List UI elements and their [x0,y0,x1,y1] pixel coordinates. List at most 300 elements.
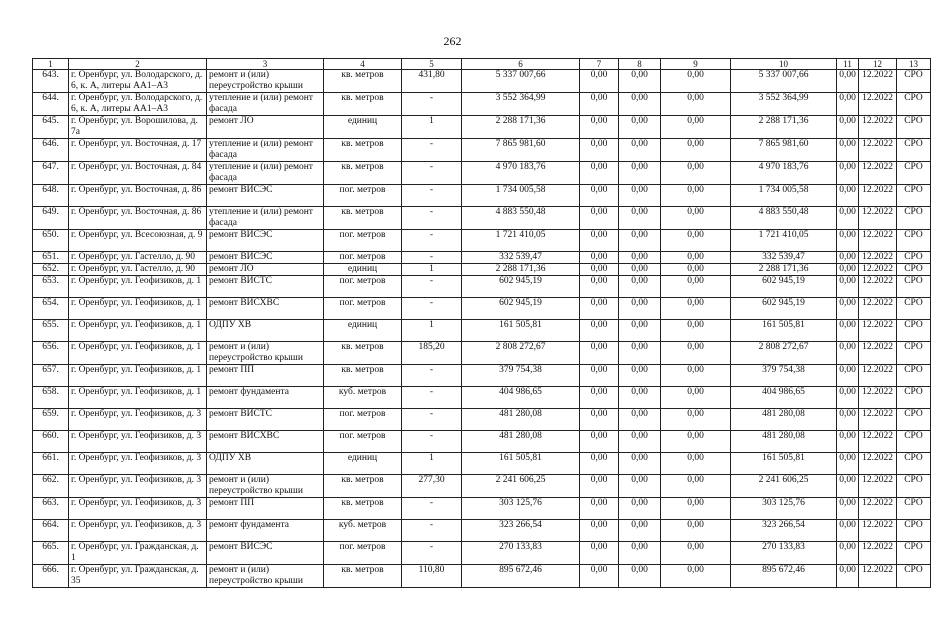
work-type-cell: ремонт ВИСЭС [207,542,324,565]
deadline-cell: 12.2022 [859,342,897,365]
table-row [33,264,931,276]
deadline-cell: 12.2022 [859,264,897,276]
deadline-cell: 12.2022 [859,387,897,409]
fund-cell-9: 0,00 [661,264,731,276]
method-cell: СРО [897,185,931,207]
table-row [33,431,931,453]
total-cost-cell: 481 280,08 [462,409,580,431]
table-row [33,70,931,93]
work-type-cell: ремонт ЛО [207,264,324,276]
unit-cell: пог. метров [324,542,402,565]
address-cell: г. Оренбург, ул. Гражданская, д. 35 [69,565,207,588]
table-row [33,409,931,431]
method-cell: СРО [897,453,931,475]
address-cell: г. Оренбург, ул. Володарского, д. 6, к. А, литеры АА1–А3 [69,70,207,93]
address-cell: г. Оренбург, ул. Геофизиков, д. 1 [69,342,207,365]
fund-cell-9: 0,00 [661,70,731,93]
capital-fund-cell: 1 734 005,58 [731,185,837,207]
quantity-cell: - [402,185,462,207]
fund-cell-9: 0,00 [661,93,731,116]
capital-repair-table [32,58,931,588]
fund-cell-7: 0,00 [580,409,619,431]
row-number: 643. [33,70,69,93]
table-row [33,475,931,498]
total-cost-cell: 2 808 272,67 [462,342,580,365]
work-type-cell: ремонт и (или) переустройство крыши [207,342,324,365]
work-type-cell: ремонт ВИСХВС [207,431,324,453]
fund-cell-11: 0,00 [837,264,859,276]
unit-cell: пог. метров [324,298,402,320]
fund-cell-7: 0,00 [580,565,619,588]
address-cell: г. Оренбург, ул. Геофизиков, д. 3 [69,431,207,453]
quantity-cell: - [402,207,462,230]
column-header-11: 11 [837,59,859,70]
method-cell: СРО [897,387,931,409]
fund-cell-9: 0,00 [661,342,731,365]
fund-cell-11: 0,00 [837,431,859,453]
fund-cell-8: 0,00 [619,139,661,162]
fund-cell-8: 0,00 [619,409,661,431]
capital-fund-cell: 1 721 410,05 [731,230,837,252]
fund-cell-7: 0,00 [580,230,619,252]
quantity-cell: - [402,387,462,409]
quantity-cell: 1 [402,264,462,276]
unit-cell: единиц [324,453,402,475]
fund-cell-11: 0,00 [837,252,859,264]
capital-fund-cell: 323 266,54 [731,520,837,542]
capital-fund-cell: 2 808 272,67 [731,342,837,365]
table-row [33,207,931,230]
unit-cell: кв. метров [324,162,402,185]
unit-cell: кв. метров [324,93,402,116]
fund-cell-7: 0,00 [580,342,619,365]
total-cost-cell: 404 986,65 [462,387,580,409]
fund-cell-7: 0,00 [580,475,619,498]
fund-cell-11: 0,00 [837,475,859,498]
fund-cell-9: 0,00 [661,320,731,342]
work-type-cell: утепление и (или) ремонт фасада [207,93,324,116]
unit-cell: кв. метров [324,498,402,520]
fund-cell-9: 0,00 [661,542,731,565]
quantity-cell: 1 [402,320,462,342]
row-number: 649. [33,207,69,230]
fund-cell-8: 0,00 [619,298,661,320]
work-type-cell: ОДПУ ХВ [207,320,324,342]
quantity-cell: - [402,520,462,542]
total-cost-cell: 303 125,76 [462,498,580,520]
fund-cell-8: 0,00 [619,93,661,116]
column-header-3: 3 [207,59,324,70]
fund-cell-8: 0,00 [619,387,661,409]
fund-cell-9: 0,00 [661,520,731,542]
address-cell: г. Оренбург, ул. Восточная, д. 86 [69,207,207,230]
unit-cell: пог. метров [324,252,402,264]
address-cell: г. Оренбург, ул. Восточная, д. 86 [69,185,207,207]
fund-cell-7: 0,00 [580,162,619,185]
unit-cell: пог. метров [324,409,402,431]
method-cell: СРО [897,542,931,565]
address-cell: г. Оренбург, ул. Геофизиков, д. 3 [69,453,207,475]
fund-cell-9: 0,00 [661,276,731,298]
quantity-cell: - [402,276,462,298]
method-cell: СРО [897,276,931,298]
table-row [33,185,931,207]
address-cell: г. Оренбург, ул. Геофизиков, д. 1 [69,298,207,320]
method-cell: СРО [897,565,931,588]
quantity-cell: - [402,230,462,252]
fund-cell-7: 0,00 [580,365,619,387]
table-row [33,520,931,542]
capital-fund-cell: 895 672,46 [731,565,837,588]
column-header-9: 9 [661,59,731,70]
address-cell: г. Оренбург, ул. Геофизиков, д. 3 [69,520,207,542]
row-number: 664. [33,520,69,542]
method-cell: СРО [897,298,931,320]
fund-cell-11: 0,00 [837,453,859,475]
address-cell: г. Оренбург, ул. Гражданская, д. 1 [69,542,207,565]
row-number: 647. [33,162,69,185]
work-type-cell: ремонт ВИСТС [207,276,324,298]
total-cost-cell: 4 970 183,76 [462,162,580,185]
row-number: 661. [33,453,69,475]
row-number: 644. [33,93,69,116]
row-number: 654. [33,298,69,320]
address-cell: г. Оренбург, ул. Володарского, д. 6, к. А, литеры АА1–А3 [69,93,207,116]
fund-cell-11: 0,00 [837,298,859,320]
deadline-cell: 12.2022 [859,298,897,320]
fund-cell-8: 0,00 [619,230,661,252]
unit-cell: кв. метров [324,565,402,588]
table-row [33,139,931,162]
fund-cell-9: 0,00 [661,252,731,264]
fund-cell-9: 0,00 [661,475,731,498]
address-cell: г. Оренбург, ул. Ворошилова, д. 7а [69,116,207,139]
fund-cell-11: 0,00 [837,139,859,162]
fund-cell-9: 0,00 [661,230,731,252]
deadline-cell: 12.2022 [859,542,897,565]
quantity-cell: - [402,365,462,387]
method-cell: СРО [897,139,931,162]
fund-cell-7: 0,00 [580,93,619,116]
work-type-cell: утепление и (или) ремонт фасада [207,207,324,230]
fund-cell-9: 0,00 [661,298,731,320]
quantity-cell: - [402,252,462,264]
deadline-cell: 12.2022 [859,116,897,139]
total-cost-cell: 3 552 364,99 [462,93,580,116]
address-cell: г. Оренбург, ул. Геофизиков, д. 3 [69,409,207,431]
fund-cell-8: 0,00 [619,207,661,230]
fund-cell-9: 0,00 [661,207,731,230]
deadline-cell: 12.2022 [859,207,897,230]
fund-cell-7: 0,00 [580,116,619,139]
capital-fund-cell: 270 133,83 [731,542,837,565]
column-number-row [33,59,931,70]
work-type-cell: ремонт и (или) переустройство крыши [207,565,324,588]
row-number: 650. [33,230,69,252]
fund-cell-9: 0,00 [661,387,731,409]
fund-cell-7: 0,00 [580,252,619,264]
fund-cell-11: 0,00 [837,342,859,365]
quantity-cell: - [402,542,462,565]
unit-cell: пог. метров [324,230,402,252]
work-type-cell: ремонт и (или) переустройство крыши [207,475,324,498]
table-row [33,230,931,252]
table-row [33,276,931,298]
unit-cell: кв. метров [324,342,402,365]
fund-cell-7: 0,00 [580,298,619,320]
column-header-1: 1 [33,59,69,70]
capital-fund-cell: 2 288 171,36 [731,116,837,139]
method-cell: СРО [897,207,931,230]
row-number: 666. [33,565,69,588]
capital-fund-cell: 161 505,81 [731,453,837,475]
capital-fund-cell: 303 125,76 [731,498,837,520]
address-cell: г. Оренбург, ул. Геофизиков, д. 1 [69,276,207,298]
unit-cell: кв. метров [324,70,402,93]
total-cost-cell: 323 266,54 [462,520,580,542]
total-cost-cell: 602 945,19 [462,298,580,320]
table-row [33,342,931,365]
deadline-cell: 12.2022 [859,276,897,298]
fund-cell-7: 0,00 [580,542,619,565]
total-cost-cell: 2 241 606,25 [462,475,580,498]
deadline-cell: 12.2022 [859,70,897,93]
work-type-cell: ремонт ПП [207,365,324,387]
table-row [33,298,931,320]
deadline-cell: 12.2022 [859,520,897,542]
work-type-cell: утепление и (или) ремонт фасада [207,139,324,162]
capital-fund-cell: 379 754,38 [731,365,837,387]
total-cost-cell: 481 280,08 [462,431,580,453]
address-cell: г. Оренбург, ул. Восточная, д. 84 [69,162,207,185]
table-row [33,162,931,185]
quantity-cell: 1 [402,453,462,475]
fund-cell-7: 0,00 [580,498,619,520]
fund-cell-11: 0,00 [837,230,859,252]
fund-cell-11: 0,00 [837,409,859,431]
method-cell: СРО [897,116,931,139]
column-header-7: 7 [580,59,619,70]
fund-cell-8: 0,00 [619,70,661,93]
fund-cell-11: 0,00 [837,542,859,565]
fund-cell-7: 0,00 [580,387,619,409]
fund-cell-8: 0,00 [619,475,661,498]
capital-fund-cell: 481 280,08 [731,431,837,453]
row-number: 656. [33,342,69,365]
fund-cell-8: 0,00 [619,252,661,264]
row-number: 662. [33,475,69,498]
capital-fund-cell: 4 883 550,48 [731,207,837,230]
fund-cell-11: 0,00 [837,93,859,116]
column-header-10: 10 [731,59,837,70]
fund-cell-8: 0,00 [619,365,661,387]
capital-fund-cell: 332 539,47 [731,252,837,264]
deadline-cell: 12.2022 [859,565,897,588]
fund-cell-8: 0,00 [619,276,661,298]
fund-cell-11: 0,00 [837,498,859,520]
capital-fund-cell: 602 945,19 [731,298,837,320]
capital-fund-cell: 481 280,08 [731,409,837,431]
capital-fund-cell: 4 970 183,76 [731,162,837,185]
work-type-cell: ремонт ВИСТС [207,409,324,431]
deadline-cell: 12.2022 [859,162,897,185]
column-header-4: 4 [324,59,402,70]
fund-cell-11: 0,00 [837,70,859,93]
quantity-cell: - [402,298,462,320]
fund-cell-7: 0,00 [580,139,619,162]
fund-cell-8: 0,00 [619,565,661,588]
row-number: 645. [33,116,69,139]
quantity-cell: - [402,139,462,162]
deadline-cell: 12.2022 [859,498,897,520]
row-number: 648. [33,185,69,207]
unit-cell: кв. метров [324,475,402,498]
unit-cell: кв. метров [324,207,402,230]
total-cost-cell: 1 734 005,58 [462,185,580,207]
unit-cell: пог. метров [324,276,402,298]
method-cell: СРО [897,475,931,498]
method-cell: СРО [897,342,931,365]
quantity-cell: - [402,93,462,116]
unit-cell: куб. метров [324,387,402,409]
address-cell: г. Оренбург, ул. Восточная, д. 17 [69,139,207,162]
row-number: 659. [33,409,69,431]
fund-cell-7: 0,00 [580,453,619,475]
work-type-cell: ремонт ВИСХВС [207,298,324,320]
method-cell: СРО [897,230,931,252]
work-type-cell: ремонт ВИСЭС [207,185,324,207]
total-cost-cell: 270 133,83 [462,542,580,565]
fund-cell-11: 0,00 [837,387,859,409]
quantity-cell: - [402,162,462,185]
unit-cell: единиц [324,264,402,276]
work-type-cell: ремонт фундамента [207,520,324,542]
column-header-8: 8 [619,59,661,70]
column-header-2: 2 [69,59,207,70]
total-cost-cell: 161 505,81 [462,320,580,342]
table-row [33,387,931,409]
work-type-cell: ремонт фундамента [207,387,324,409]
column-header-13: 13 [897,59,931,70]
row-number: 665. [33,542,69,565]
unit-cell: единиц [324,116,402,139]
fund-cell-9: 0,00 [661,162,731,185]
table-row [33,498,931,520]
quantity-cell: - [402,498,462,520]
fund-cell-9: 0,00 [661,116,731,139]
unit-cell: кв. метров [324,365,402,387]
table-row [33,320,931,342]
method-cell: СРО [897,520,931,542]
capital-fund-cell: 161 505,81 [731,320,837,342]
row-number: 660. [33,431,69,453]
deadline-cell: 12.2022 [859,93,897,116]
capital-fund-cell: 7 865 981,60 [731,139,837,162]
method-cell: СРО [897,264,931,276]
fund-cell-11: 0,00 [837,116,859,139]
quantity-cell: - [402,409,462,431]
address-cell: г. Оренбург, ул. Гастелло, д. 90 [69,252,207,264]
fund-cell-11: 0,00 [837,162,859,185]
work-type-cell: утепление и (или) ремонт фасада [207,162,324,185]
total-cost-cell: 2 288 171,36 [462,264,580,276]
method-cell: СРО [897,409,931,431]
quantity-cell: 277,30 [402,475,462,498]
work-type-cell: ремонт ПП [207,498,324,520]
fund-cell-8: 0,00 [619,162,661,185]
unit-cell: пог. метров [324,185,402,207]
total-cost-cell: 5 337 007,66 [462,70,580,93]
total-cost-cell: 1 721 410,05 [462,230,580,252]
fund-cell-8: 0,00 [619,264,661,276]
capital-fund-cell: 2 288 171,36 [731,264,837,276]
work-type-cell: ремонт ВИСЭС [207,230,324,252]
fund-cell-7: 0,00 [580,276,619,298]
address-cell: г. Оренбург, ул. Всесоюзная, д. 9 [69,230,207,252]
deadline-cell: 12.2022 [859,185,897,207]
quantity-cell: 185,20 [402,342,462,365]
fund-cell-7: 0,00 [580,264,619,276]
capital-fund-cell: 2 241 606,25 [731,475,837,498]
page-number: 262 [443,34,462,48]
total-cost-cell: 602 945,19 [462,276,580,298]
fund-cell-8: 0,00 [619,185,661,207]
fund-cell-7: 0,00 [580,431,619,453]
unit-cell: единиц [324,320,402,342]
fund-cell-9: 0,00 [661,139,731,162]
column-header-5: 5 [402,59,462,70]
table-row [33,93,931,116]
method-cell: СРО [897,498,931,520]
fund-cell-8: 0,00 [619,498,661,520]
fund-cell-8: 0,00 [619,116,661,139]
method-cell: СРО [897,70,931,93]
quantity-cell: - [402,431,462,453]
fund-cell-9: 0,00 [661,498,731,520]
deadline-cell: 12.2022 [859,230,897,252]
table-row [33,453,931,475]
work-type-cell: ремонт ВИСЭС [207,252,324,264]
fund-cell-7: 0,00 [580,520,619,542]
total-cost-cell: 4 883 550,48 [462,207,580,230]
table-body [33,70,931,588]
fund-cell-9: 0,00 [661,431,731,453]
deadline-cell: 12.2022 [859,409,897,431]
fund-cell-7: 0,00 [580,207,619,230]
fund-cell-9: 0,00 [661,185,731,207]
row-number: 658. [33,387,69,409]
address-cell: г. Оренбург, ул. Гастелло, д. 90 [69,264,207,276]
fund-cell-8: 0,00 [619,431,661,453]
total-cost-cell: 7 865 981,60 [462,139,580,162]
method-cell: СРО [897,320,931,342]
deadline-cell: 12.2022 [859,365,897,387]
row-number: 657. [33,365,69,387]
fund-cell-8: 0,00 [619,542,661,565]
total-cost-cell: 332 539,47 [462,252,580,264]
address-cell: г. Оренбург, ул. Геофизиков, д. 1 [69,365,207,387]
address-cell: г. Оренбург, ул. Геофизиков, д. 3 [69,475,207,498]
total-cost-cell: 895 672,46 [462,565,580,588]
fund-cell-11: 0,00 [837,565,859,588]
row-number: 651. [33,252,69,264]
work-type-cell: ремонт ЛО [207,116,324,139]
row-number: 652. [33,264,69,276]
row-number: 655. [33,320,69,342]
row-number: 663. [33,498,69,520]
quantity-cell: 110,80 [402,565,462,588]
work-type-cell: ремонт и (или) переустройство крыши [207,70,324,93]
